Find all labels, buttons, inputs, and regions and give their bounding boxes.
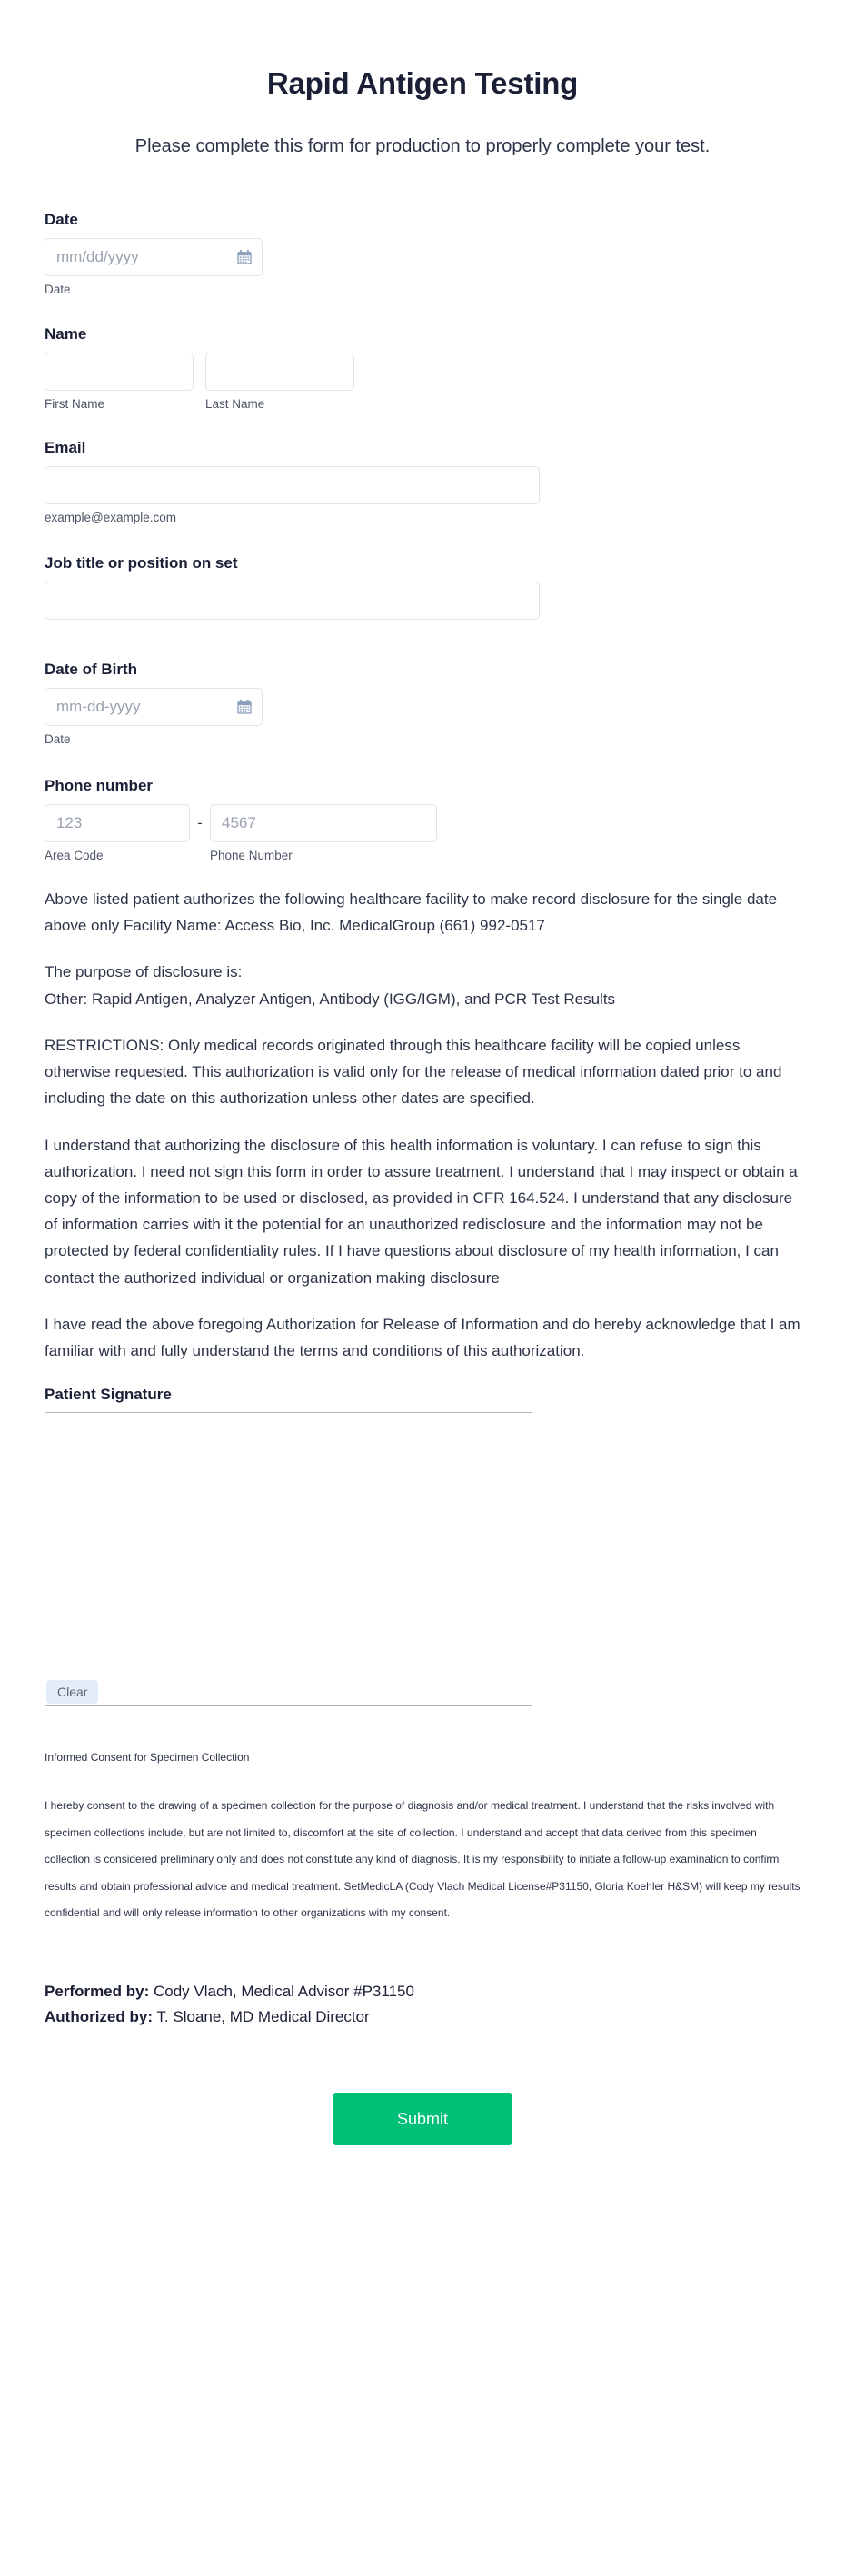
first-name-input[interactable] — [45, 353, 194, 391]
date-input[interactable] — [45, 238, 263, 276]
page-subtitle: Please complete this form for production to properly complete your test. — [134, 135, 711, 156]
date-of-birth-input[interactable] — [45, 688, 263, 726]
signoff-section — [0, 1926, 845, 2029]
phone-sublabel-gap — [190, 842, 210, 864]
legal-paragraph-understanding: I understand that authorizing the disclosure of this health information is voluntary. I can refuse to sign this authorization. I need not sign this form in order to assure treatment. I understand that I may inspect or obtain a copy of the information to be used or disclosed, as provided in CFR 164.524. I understand that any disclosure of information carries with it the potential for an unauthorized redisclosure and the information may not be protected by federal confidentiality rules. If I have questions about disclosure of my health information, I can contact the authorized individual or organization making disclosure — [45, 1136, 798, 1287]
first-name-sublabel: First Name — [45, 397, 105, 412]
phone-separator: - — [197, 814, 203, 832]
legal-paragraph-purpose — [45, 959, 800, 1011]
performed-by-label: Performed by: — [45, 1983, 150, 2001]
field-date — [45, 210, 800, 298]
field-phone-number — [45, 776, 800, 864]
page-title: Rapid Antigen Testing — [266, 66, 579, 100]
phone-number-column — [210, 804, 437, 842]
submit-button[interactable]: Submit — [333, 2093, 512, 2145]
legal-paragraph-acknowledgement: I have read the above foregoing Authorization for Release of Information and do hereby acknowledge that I am familiar with and fully understand the terms and conditions of this authorization. — [45, 1315, 800, 1360]
area-code-column — [45, 804, 190, 842]
legal-text-section — [0, 864, 845, 1365]
field-label-date: Date — [45, 210, 78, 228]
last-name-input[interactable] — [205, 353, 354, 391]
informed-consent-body: I hereby consent to the drawing of a specimen collection for the purpose of diagnosis and/or medical treatment. I understand that the risks involved with specimen collections include, but are not limited to, discomfort at the site of collection. I understand and accept that data derived from this specimen collection is considered preliminary only and does not constitute any kind of diagnosis. It is my responsibility to initiate a follow-up examination to confirm results and obtain professional advice and medical treatment. SetMedicLA (Cody Vlach Medical License#P31150, Gloria Koehler H&SM) will keep my results confidential and will only release information to other organizations with my consent. — [45, 1799, 800, 1919]
field-sublabel-date-of-birth: Date — [45, 731, 71, 746]
field-job-title — [45, 553, 800, 620]
submit-section — [0, 2029, 845, 2145]
email-input[interactable] — [45, 466, 540, 504]
email-input-wrapper — [45, 466, 540, 504]
clear-signature-button[interactable]: Clear — [46, 1680, 98, 1705]
last-name-column — [205, 353, 354, 413]
date-input-wrapper — [45, 238, 263, 276]
authorized-by-line — [45, 2004, 845, 2030]
field-email — [45, 438, 800, 526]
dob-input-wrapper — [45, 688, 263, 726]
field-label-email: Email — [45, 438, 86, 456]
field-label-phone-number: Phone number — [45, 777, 154, 795]
job-title-input-wrapper — [45, 582, 540, 620]
last-name-sublabel: Last Name — [205, 397, 265, 412]
field-label-name: Name — [45, 325, 87, 343]
field-date-of-birth — [45, 660, 800, 748]
authorized-by-value: T. Sloane, MD Medical Director — [156, 2007, 370, 2025]
first-name-column — [45, 353, 194, 413]
field-sublabel-date: Date — [45, 282, 71, 296]
name-inputs-row — [45, 353, 800, 413]
purpose-line-2: Other: Rapid Antigen, Analyzer Antigen, Antibody (IGG/IGM), and PCR Test Results — [45, 990, 616, 1008]
performed-by-line — [45, 1979, 845, 2004]
informed-consent-title: Informed Consent for Specimen Collection — [45, 1751, 250, 1765]
field-name — [45, 324, 800, 413]
legal-paragraph-authorization: Above listed patient authorizes the following healthcare facility to make record disclosure for the single date above only Facility Name: Access Bio, Inc. MedicalGroup (661) 992-0517 — [45, 890, 778, 935]
patient-signature-section — [0, 1364, 845, 1706]
field-label-job-title: Job title or position on set — [45, 553, 238, 572]
purpose-line-1: The purpose of disclosure is: — [45, 963, 243, 981]
informed-consent-section — [0, 1706, 845, 1926]
job-title-input[interactable] — [45, 582, 540, 620]
field-label-date-of-birth: Date of Birth — [45, 660, 137, 678]
legal-paragraph-restrictions: RESTRICTIONS: Only medical records originated through this healthcare facility will be copied unless otherwise requested. This authorization is valid only for the release of medical information dated prior to and including the date on this authorization unless other dates are specified. — [45, 1036, 782, 1108]
signature-label: Patient Signature — [45, 1386, 172, 1404]
phone-number-input[interactable] — [210, 804, 437, 842]
phone-number-sublabel: Phone Number — [210, 849, 293, 863]
phone-inputs-row — [45, 804, 800, 842]
form-fields — [0, 159, 845, 864]
area-code-sublabel: Area Code — [45, 849, 104, 863]
authorized-by-label: Authorized by: — [45, 2007, 153, 2025]
performed-by-value: Cody Vlach, Medical Advisor #P31150 — [153, 1983, 414, 2001]
phone-sublabels-row — [45, 842, 800, 864]
field-sublabel-email: example@example.com — [45, 510, 177, 524]
area-code-input[interactable] — [45, 804, 190, 842]
signature-pad[interactable] — [45, 1412, 532, 1706]
